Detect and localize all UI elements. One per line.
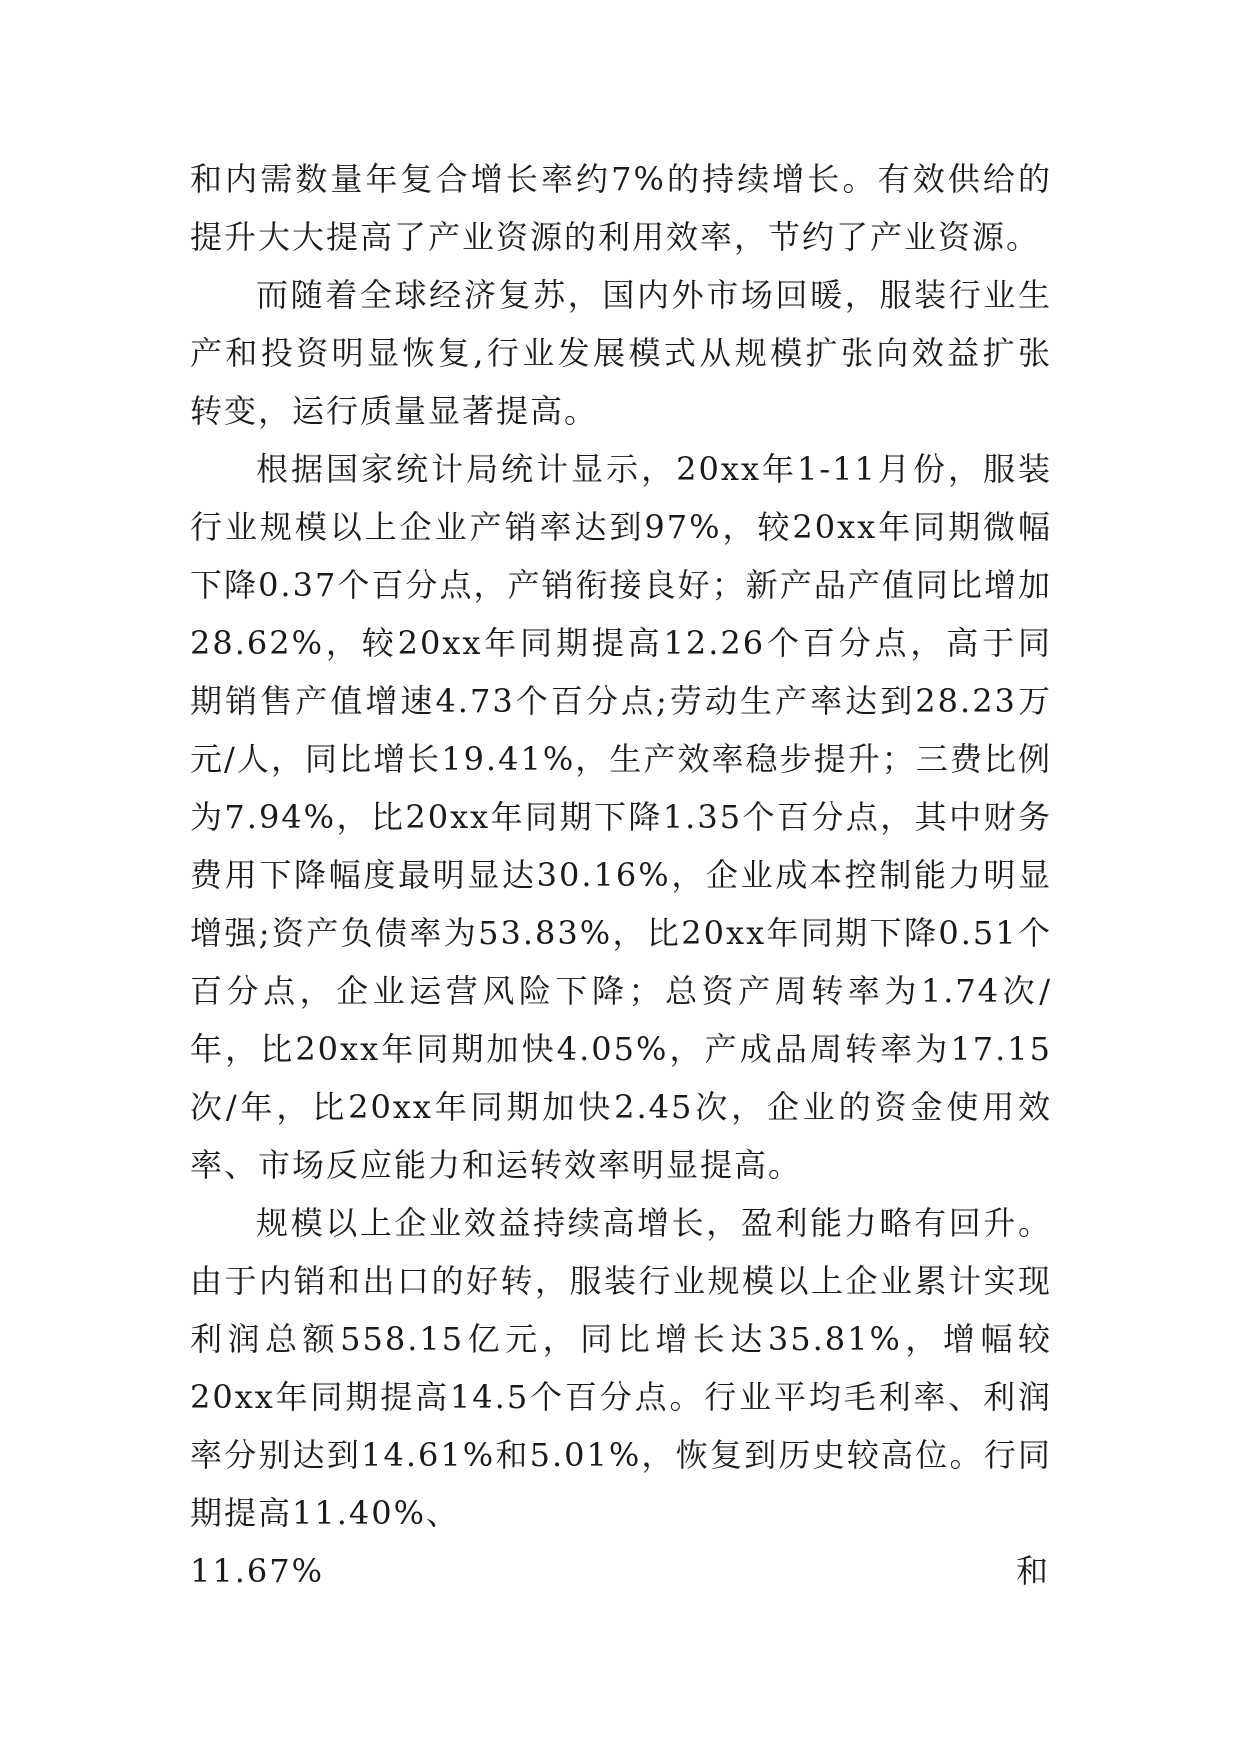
document-body [190, 150, 1052, 1600]
paragraph-1: 和内需数量年复合增长率约7%的持续增长。有效供给的提升大大提高了产业资源的利用效率，节约了产业资源。 [190, 160, 1052, 256]
paragraph-4: 规模以上企业效益持续高增长，盈利能力略有回升。由于内销和出口的好转，服装行业规模以上企业累计实现利润总额558.15亿元，同比增长达35.81%，增幅较20xx年同期提高14.5个百分点。行业平均毛利率、利润率分别达到14.61%和5.01%，恢复到历史较高位。行同期提高11.40%、 [190, 1204, 1052, 1532]
final-line-right-text: 和 [1015, 1552, 1050, 1590]
paragraph-3: 根据国家统计局统计显示，20xx年1-11月份，服装行业规模以上企业产销率达到97%，较20xx年同期微幅下降0.37个百分点，产销衔接良好；新产品产值同比增加28.62%，较20xx年同期提高12.26个百分点，高于同期销售产值增速4.73个百分点;劳动生产率达到28.23万元/人，同比增长19.41%，生产效率稳步提升；三费比例为7.94%，比20xx年同期下降1.35个百分点，其中财务费用下降幅度最明显达30.16%，企业成本控制能力明显增强;资产负债率为53.83%，比20xx年同期下降0.51个百分点，企业运营风险下降；总资产周转率为1.74次/年，比20xx年同期加快4.05%，产成品周转率为17.15次/年，比20xx年同期加快2.45次，企业的资金使用效率、市场反应能力和运转效率明显提高。 [190, 450, 1052, 1184]
final-line-left-text: 11.67% [190, 1552, 325, 1590]
paragraph-4-final-line [190, 1542, 1050, 1600]
paragraph-2: 而随着全球经济复苏，国内外市场回暖，服装行业生产和投资明显恢复,行业发展模式从规模扩张向效益扩张转变，运行质量显著提高。 [190, 276, 1052, 430]
